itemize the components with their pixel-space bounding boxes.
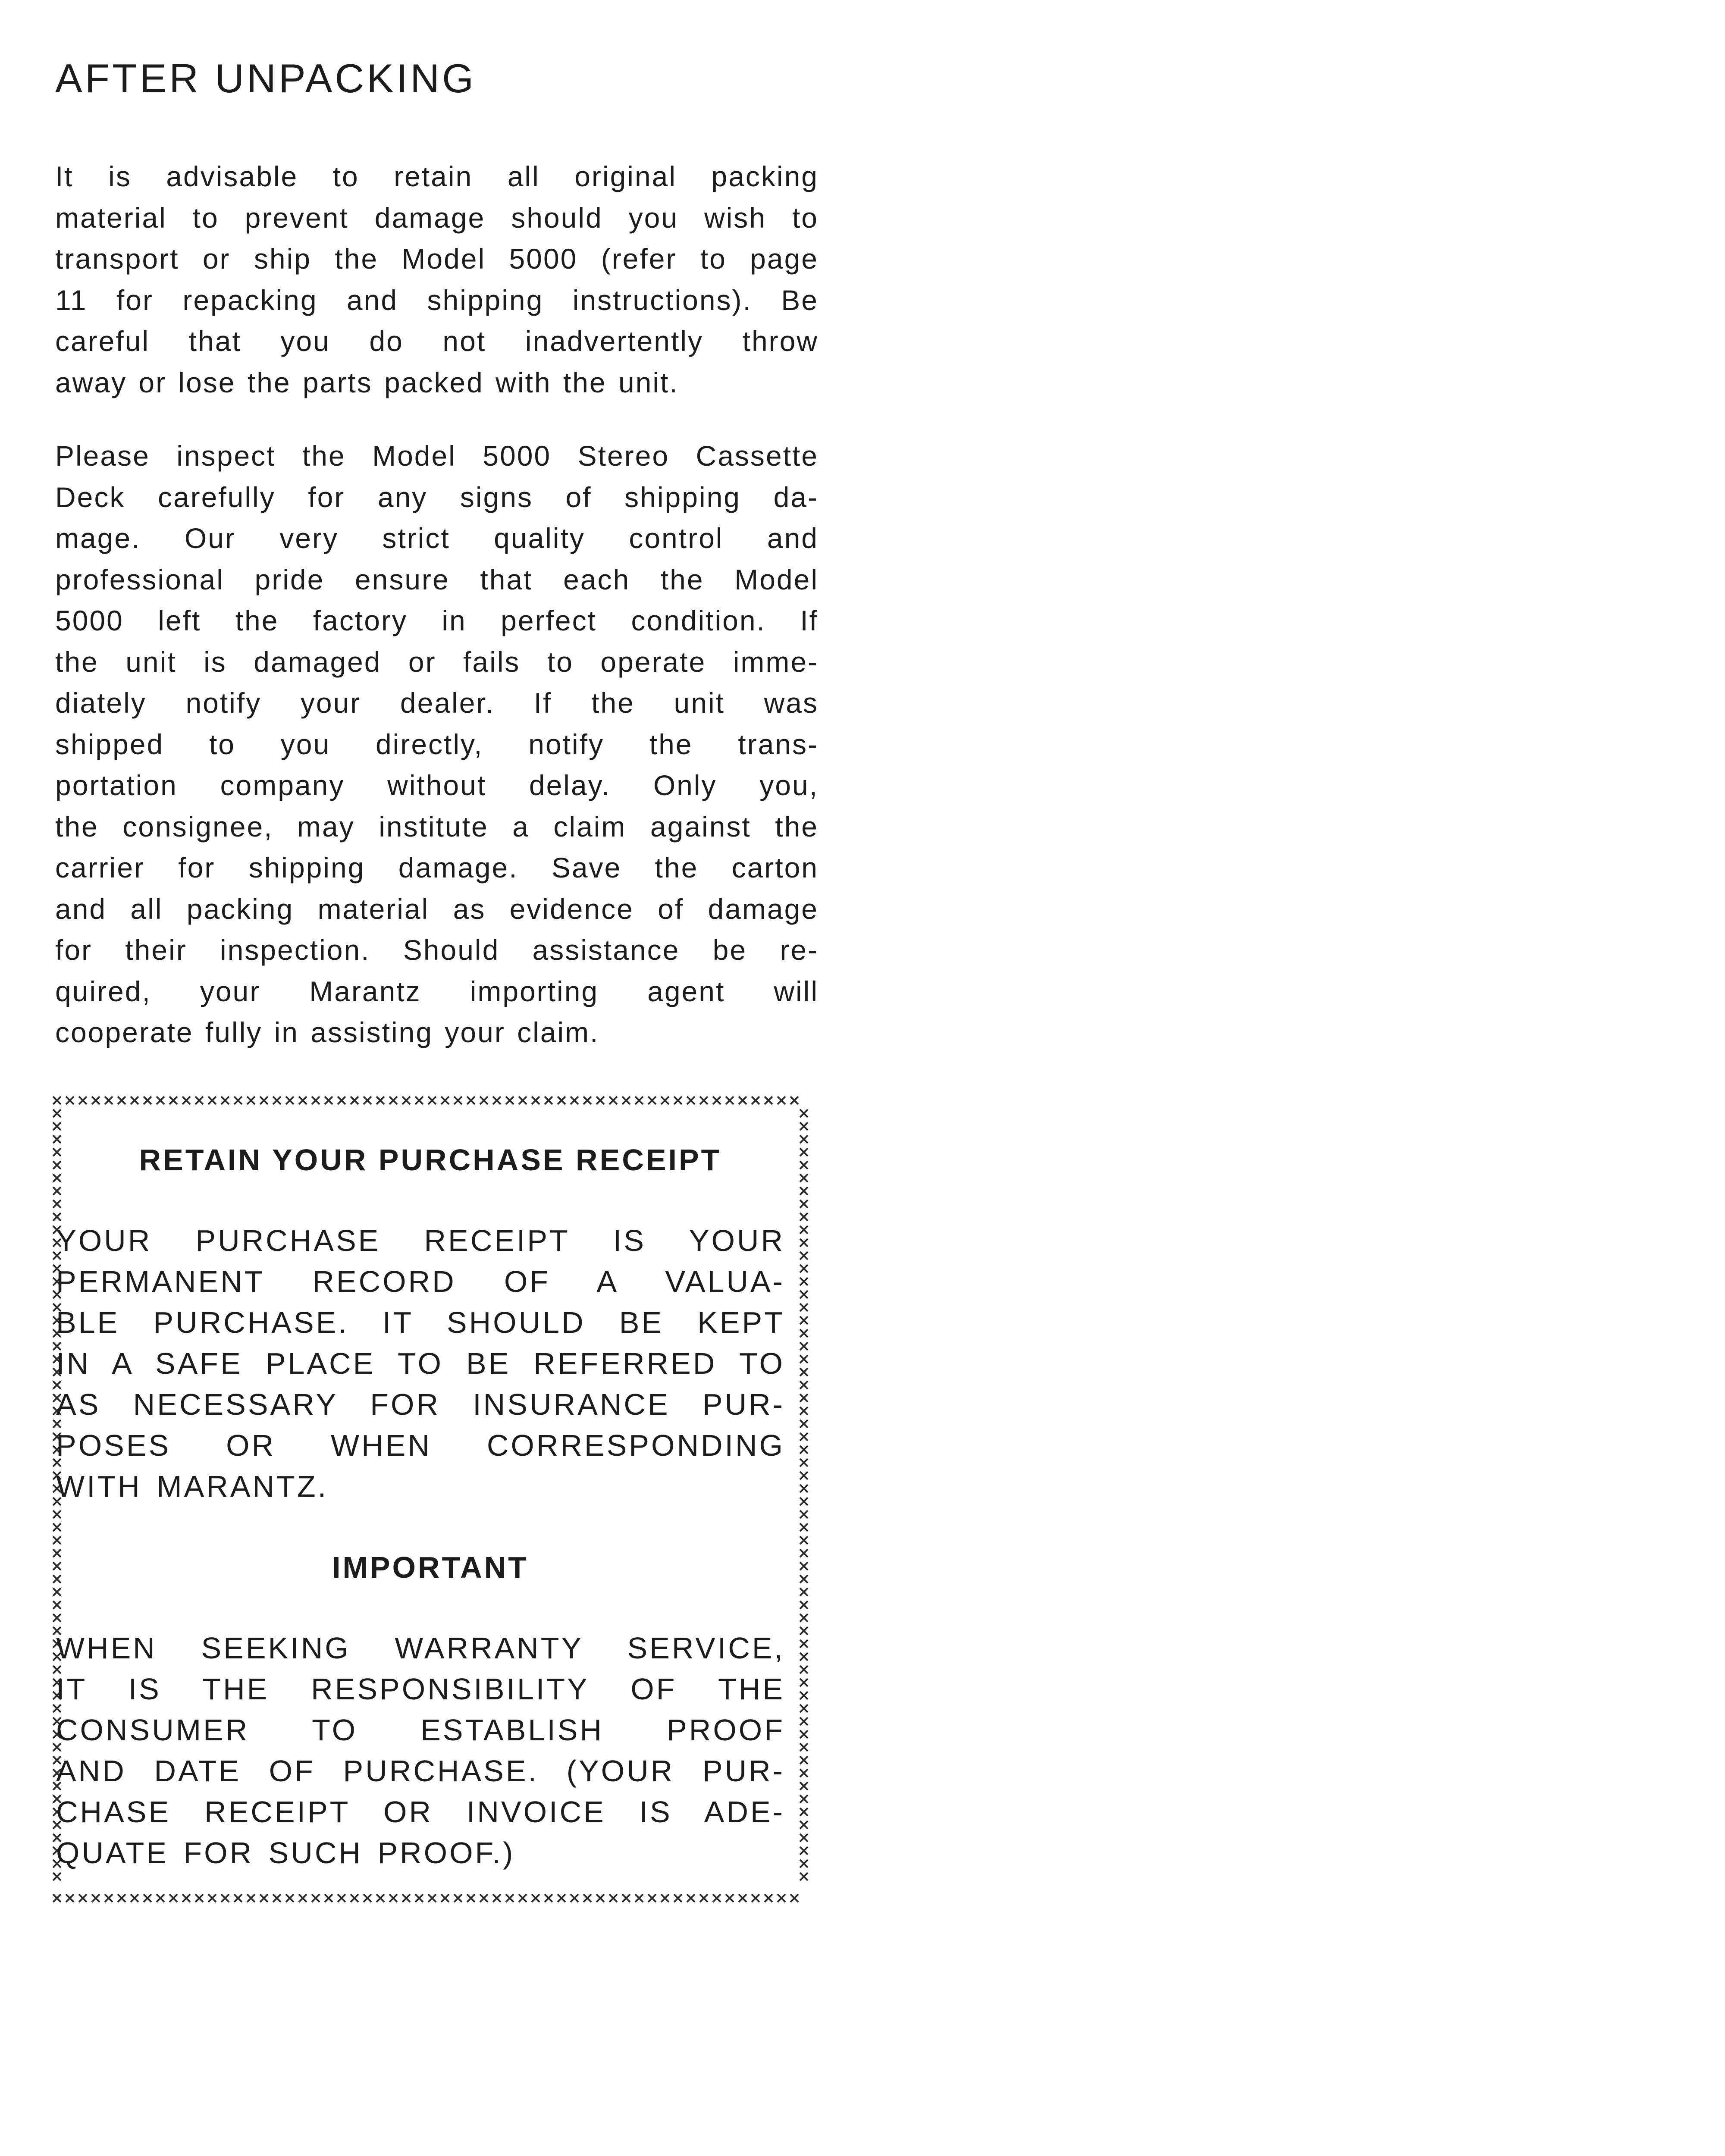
border-cross	[66, 1097, 74, 1104]
border-cross	[545, 1894, 552, 1902]
border-cross	[389, 1894, 397, 1902]
border-cross	[532, 1097, 539, 1104]
paragraph-line: quired, your Marantz importing agent will	[55, 975, 819, 1007]
notice-title: RETAIN YOUR PURCHASE RECEIPT	[139, 1143, 722, 1177]
border-cross	[402, 1097, 410, 1104]
border-cross	[66, 1894, 74, 1902]
border-cross	[800, 1239, 808, 1247]
border-cross	[596, 1894, 604, 1902]
border-cross	[800, 1213, 808, 1221]
border-cross	[800, 1666, 808, 1673]
border-cross	[144, 1894, 151, 1902]
paragraph-packing-material	[55, 156, 819, 403]
border-cross	[800, 1329, 808, 1337]
paragraph-line: careful that you do not inadvertently throw	[55, 325, 819, 357]
border-cross	[454, 1097, 462, 1104]
important-line: WHEN SEEKING WARRANTY SERVICE,	[56, 1631, 785, 1665]
border-cross	[118, 1894, 125, 1902]
border-cross	[800, 1536, 808, 1544]
border-cross	[169, 1097, 177, 1104]
border-cross	[713, 1894, 721, 1902]
paragraph-line: for their inspection. Should assistance be re-	[55, 934, 819, 966]
border-cross	[169, 1894, 177, 1902]
border-cross	[609, 1097, 617, 1104]
notice-line: WITH MARANTZ.	[56, 1470, 329, 1503]
paragraph-line: and all packing material as evidence of damage	[55, 893, 819, 925]
border-cross	[286, 1097, 294, 1104]
border-cross	[234, 1097, 242, 1104]
border-cross	[312, 1894, 320, 1902]
paragraph-line: transport or ship the Model 5000 (refer to page	[55, 243, 819, 275]
important-text	[56, 1628, 785, 1874]
border-cross	[800, 1291, 808, 1298]
border-cross	[790, 1097, 798, 1104]
border-cross	[800, 1627, 808, 1635]
border-cross	[648, 1097, 656, 1104]
border-cross	[778, 1097, 785, 1104]
border-cross	[800, 1135, 808, 1143]
paragraph-line: 11 for repacking and shipping instructions). Be	[55, 284, 819, 316]
border-cross	[674, 1894, 682, 1902]
border-cross	[53, 1536, 61, 1544]
border-cross	[726, 1097, 734, 1104]
notice-line: AS NECESSARY FOR INSURANCE PUR-	[56, 1388, 785, 1421]
important-line: QUATE FOR SUCH PROOF.)	[56, 1836, 515, 1870]
border-cross	[800, 1368, 808, 1376]
border-cross	[402, 1894, 410, 1902]
border-cross	[221, 1894, 229, 1902]
border-cross	[532, 1894, 539, 1902]
border-cross	[53, 1510, 61, 1518]
paragraph-line: the unit is damaged or fails to operate imme-	[55, 646, 819, 678]
border-cross	[800, 1433, 808, 1441]
border-cross	[765, 1894, 772, 1902]
border-cross	[480, 1894, 488, 1902]
border-cross	[800, 1782, 808, 1790]
border-cross	[53, 1894, 61, 1902]
border-cross	[800, 1705, 808, 1712]
border-cross	[273, 1097, 281, 1104]
border-cross	[53, 1614, 61, 1622]
border-cross	[800, 1653, 808, 1661]
border-cross	[800, 1795, 808, 1803]
border-cross	[687, 1894, 695, 1902]
border-cross	[800, 1226, 808, 1234]
paragraph-line: professional pride ensure that each the Model	[55, 563, 819, 595]
border-cross	[790, 1894, 798, 1902]
border-cross	[800, 1730, 808, 1738]
notice-line: YOUR PURCHASE RECEIPT IS YOUR	[56, 1224, 785, 1257]
border-cross	[79, 1097, 87, 1104]
border-cross	[800, 1640, 808, 1648]
border-cross	[53, 1523, 61, 1531]
notice-line: PERMANENT RECORD OF A VALUA-	[56, 1265, 785, 1298]
border-cross	[800, 1187, 808, 1195]
border-cross	[247, 1894, 255, 1902]
paragraph-line: It is advisable to retain all original packing	[55, 160, 819, 192]
paragraph-line: shipped to you directly, notify the trans-	[55, 728, 819, 760]
border-cross	[506, 1894, 514, 1902]
border-cross	[800, 1588, 808, 1596]
border-cross	[800, 1252, 808, 1260]
border-cross	[800, 1200, 808, 1208]
section-heading: AFTER UNPACKING	[55, 56, 477, 101]
border-cross	[800, 1381, 808, 1389]
border-cross	[299, 1894, 307, 1902]
border-cross	[260, 1097, 268, 1104]
border-cross	[506, 1097, 514, 1104]
border-cross	[800, 1756, 808, 1764]
border-cross	[800, 1304, 808, 1311]
border-cross	[144, 1097, 151, 1104]
border-cross	[800, 1342, 808, 1350]
paragraph-line: the consignee, may institute a claim against the	[55, 810, 819, 843]
border-cross	[53, 1873, 61, 1880]
border-cross	[325, 1097, 332, 1104]
border-cross	[208, 1097, 216, 1104]
border-cross	[338, 1097, 345, 1104]
border-cross	[800, 1834, 808, 1842]
border-cross	[622, 1097, 630, 1104]
border-cross	[700, 1097, 708, 1104]
border-cross	[713, 1097, 721, 1104]
border-cross	[800, 1743, 808, 1751]
border-cross	[648, 1894, 656, 1902]
paragraph-inspection	[55, 436, 819, 1053]
border-cross	[800, 1679, 808, 1686]
border-cross	[79, 1894, 87, 1902]
border-cross	[428, 1097, 436, 1104]
border-cross	[800, 1523, 808, 1531]
border-cross	[195, 1894, 203, 1902]
border-cross	[493, 1894, 501, 1902]
border-cross	[800, 1407, 808, 1415]
border-cross	[545, 1097, 552, 1104]
important-title: IMPORTANT	[332, 1551, 529, 1584]
border-cross	[118, 1097, 125, 1104]
border-cross	[299, 1097, 307, 1104]
border-cross	[467, 1097, 475, 1104]
border-cross	[800, 1446, 808, 1454]
border-cross	[674, 1097, 682, 1104]
border-cross	[131, 1894, 138, 1902]
border-cross	[519, 1894, 527, 1902]
border-cross	[800, 1265, 808, 1272]
border-cross	[53, 1601, 61, 1609]
border-cross	[415, 1894, 423, 1902]
border-cross	[558, 1894, 565, 1902]
border-cross	[661, 1894, 669, 1902]
border-cross	[800, 1769, 808, 1777]
notice-line: IN A SAFE PLACE TO BE REFERRED TO	[56, 1347, 785, 1380]
border-cross	[800, 1510, 808, 1518]
border-cross	[467, 1894, 475, 1902]
border-cross	[415, 1097, 423, 1104]
border-cross	[800, 1355, 808, 1363]
paragraph-line: diately notify your dealer. If the unit was	[55, 687, 819, 719]
paragraph-line: mage. Our very strict quality control and	[55, 522, 819, 554]
border-cross	[157, 1097, 164, 1104]
paragraph-line: material to prevent damage should you wish to	[55, 201, 819, 234]
paragraph-line: Deck carefully for any signs of shipping da-	[55, 481, 819, 513]
border-cross	[428, 1894, 436, 1902]
border-cross	[800, 1472, 808, 1479]
border-cross	[376, 1894, 384, 1902]
border-cross	[105, 1894, 113, 1902]
border-cross	[583, 1894, 591, 1902]
border-cross	[765, 1097, 772, 1104]
border-cross	[752, 1894, 759, 1902]
border-cross	[53, 1213, 61, 1221]
border-cross	[221, 1097, 229, 1104]
border-cross	[700, 1894, 708, 1902]
border-cross	[234, 1894, 242, 1902]
border-cross	[286, 1894, 294, 1902]
border-cross	[105, 1097, 113, 1104]
border-cross	[609, 1894, 617, 1902]
border-cross	[389, 1097, 397, 1104]
border-cross	[800, 1278, 808, 1285]
border-cross	[208, 1894, 216, 1902]
border-cross	[571, 1097, 578, 1104]
important-line: IT IS THE RESPONSIBILITY OF THE	[56, 1672, 785, 1706]
important-line: CONSUMER TO ESTABLISH PROOF	[56, 1713, 785, 1747]
border-cross	[800, 1860, 808, 1868]
border-cross	[800, 1717, 808, 1725]
border-cross	[519, 1097, 527, 1104]
border-cross	[800, 1122, 808, 1130]
border-cross	[800, 1692, 808, 1699]
notice-line: POSES OR WHEN CORRESPONDING	[56, 1429, 785, 1462]
border-cross	[800, 1614, 808, 1622]
border-cross	[800, 1498, 808, 1505]
important-line: CHASE RECEIPT OR INVOICE IS ADE-	[56, 1795, 785, 1829]
border-cross	[480, 1097, 488, 1104]
border-cross	[182, 1097, 190, 1104]
border-cross	[800, 1485, 808, 1492]
border-cross	[739, 1894, 746, 1902]
border-cross	[364, 1894, 371, 1902]
border-cross	[800, 1601, 808, 1609]
border-cross	[800, 1316, 808, 1324]
border-cross	[800, 1394, 808, 1402]
border-cross	[778, 1894, 785, 1902]
border-cross	[182, 1894, 190, 1902]
border-cross	[661, 1097, 669, 1104]
paragraph-line: Please inspect the Model 5000 Stereo Cassette	[55, 440, 819, 472]
border-cross	[376, 1097, 384, 1104]
border-cross	[493, 1097, 501, 1104]
border-cross	[53, 1187, 61, 1195]
border-cross	[351, 1894, 358, 1902]
border-cross	[53, 1109, 61, 1117]
border-cross	[260, 1894, 268, 1902]
border-cross	[726, 1894, 734, 1902]
border-cross	[312, 1097, 320, 1104]
border-cross	[53, 1588, 61, 1596]
border-cross	[687, 1097, 695, 1104]
border-cross	[53, 1122, 61, 1130]
border-cross	[800, 1109, 808, 1117]
border-cross	[622, 1894, 630, 1902]
border-cross	[351, 1097, 358, 1104]
paragraph-line: away or lose the parts packed with the unit.	[55, 366, 679, 398]
border-cross	[800, 1420, 808, 1428]
notice-line: BLE PURCHASE. IT SHOULD BE KEPT	[56, 1306, 785, 1339]
border-cross	[53, 1097, 61, 1104]
paragraph-line: carrier for shipping damage. Save the carton	[55, 852, 819, 884]
border-cross	[800, 1459, 808, 1467]
border-cross	[635, 1894, 643, 1902]
important-line: AND DATE OF PURCHASE. (YOUR PUR-	[56, 1754, 785, 1788]
border-cross	[338, 1894, 345, 1902]
border-cross	[583, 1097, 591, 1104]
border-cross	[800, 1873, 808, 1880]
border-cross	[92, 1097, 100, 1104]
border-cross	[454, 1894, 462, 1902]
border-cross	[558, 1097, 565, 1104]
border-cross	[131, 1097, 138, 1104]
border-cross	[441, 1097, 449, 1104]
border-cross	[800, 1821, 808, 1829]
border-cross	[53, 1135, 61, 1143]
notice-text	[56, 1220, 785, 1507]
border-cross	[752, 1097, 759, 1104]
border-cross	[157, 1894, 164, 1902]
border-cross	[571, 1894, 578, 1902]
border-cross	[92, 1894, 100, 1902]
border-cross	[273, 1894, 281, 1902]
border-cross	[195, 1097, 203, 1104]
border-cross	[800, 1808, 808, 1816]
paragraph-line: 5000 left the factory in perfect condition. If	[55, 605, 819, 636]
border-cross	[364, 1097, 371, 1104]
border-cross	[247, 1097, 255, 1104]
border-cross	[441, 1894, 449, 1902]
border-cross	[635, 1097, 643, 1104]
border-cross	[800, 1847, 808, 1855]
border-cross	[596, 1097, 604, 1104]
border-cross	[325, 1894, 332, 1902]
border-cross	[53, 1200, 61, 1208]
border-cross	[739, 1097, 746, 1104]
paragraph-line: portation company without delay. Only you,	[55, 769, 819, 801]
paragraph-line: cooperate fully in assisting your claim.	[55, 1016, 599, 1048]
